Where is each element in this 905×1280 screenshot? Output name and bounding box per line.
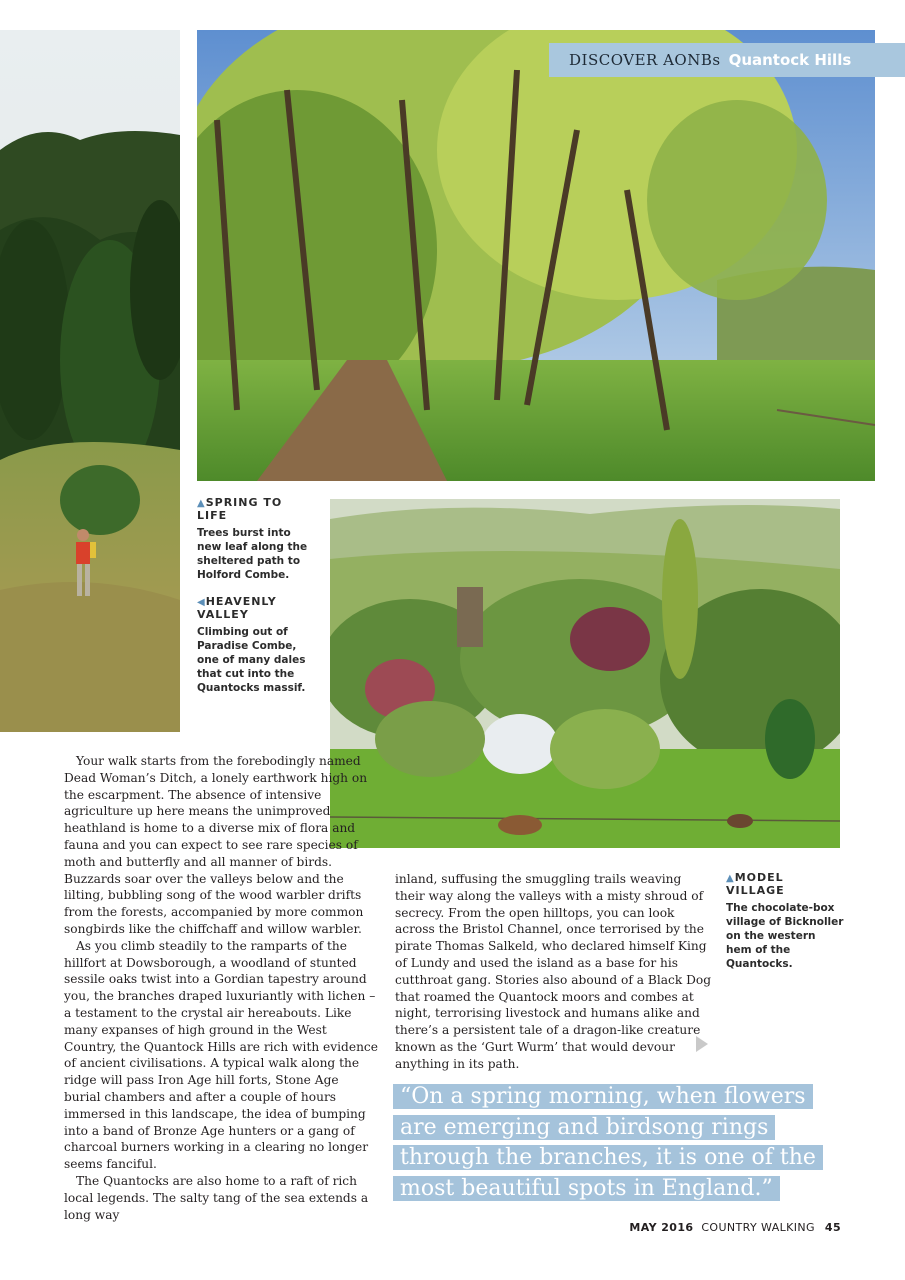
pull-quote-text: “On a spring morning, when flowers are emerging and birdsong rings through the branches, it is one of the most beautiful spots in England.”: [393, 1084, 823, 1201]
issue-date: MAY 2016: [629, 1221, 694, 1234]
photo-village-bicknoller: [330, 499, 840, 848]
caption-spring-to-life: [197, 497, 317, 582]
caption-title: MODEL VILLAGE: [726, 871, 785, 897]
caption-title: SPRING TO LIFE: [197, 496, 283, 522]
photo-woodland-path-holford-combe: [197, 30, 875, 481]
page-footer: [629, 1221, 841, 1234]
article-column-2: [395, 871, 713, 1073]
section-header-tab: [549, 43, 905, 77]
caption-text: Trees burst into new leaf along the sheltered path to Holford Combe.: [197, 527, 308, 581]
page-number: 45: [824, 1221, 841, 1234]
series-title: DISCOVER AONBs: [569, 51, 721, 69]
caption-text: Climbing out of Paradise Combe, one of many dales that cut into the Quantocks massif.: [197, 626, 306, 694]
paragraph: As you climb steadily to the ramparts of the hillfort at Dowsborough, a woodland of stunted sessile oaks twist into a Gordian tapestry around you, the branches draped luxuriantly with lichen – a testament to the crystal air hereabouts. Like many expanses of high ground in the West Country, the Quantock Hills are rich with evidence of ancient civilisations. A typical walk along the ridge will pass Iron Age hill forts, Stone Age burial chambers and after a couple of hours immersed in this landscape, the idea of bumping into a band of Bronze Age hunters or a gang of charcoal burners working in a clearing no longer seems fanciful.: [64, 938, 378, 1172]
caption-model-village: [726, 872, 844, 971]
caption-title: HEAVENLY VALLEY: [197, 595, 277, 621]
paragraph: inland, suffusing the smuggling trails weaving their way along the valleys with a misty shroud of secrecy. From the open hilltops, you can look across the Bristol Channel, once terrorised by the pirate Thomas Salkeld, who declared himself King of Lundy and used the island as a base for his cutthroat gang. Stories also abound of a Black Dog that roamed the Quantock moors and combes at night, terrorising livestock and humans alike and there’s a persistent tale of a dragon-like creature known as the ‘Gurt Wurm’ that would devour anything in its path.: [395, 872, 712, 1071]
paragraph: Your walk starts from the forebodingly named Dead Woman’s Ditch, a lonely earthwork high on the escarpment. The absence of intensive agriculture up here means the unimproved heathland is home to a diverse mix of flora and fauna and you can expect to see rare species of moth and butterfly and all manner of birds.: [64, 754, 368, 869]
pull-quote: [393, 1082, 843, 1204]
paragraph: Buzzards soar over the valleys below and the lilting, bubbling song of the wood warbler drifts from the forests, accompanied by more common songbirds like the chiffchaff and willow warbler.: [64, 871, 364, 936]
triangle-up-icon: ▲: [726, 873, 735, 884]
continue-arrow-icon: [696, 1036, 708, 1052]
article-column-1: [64, 753, 378, 1223]
magazine-name: COUNTRY WALKING: [701, 1221, 815, 1234]
triangle-up-icon: ▲: [197, 498, 206, 509]
paragraph: The Quantocks are also home to a raft of rich local legends. The salty tang of the sea extends a long way: [64, 1173, 369, 1222]
topic-title: Quantock Hills: [728, 51, 852, 69]
caption-heavenly-valley: [197, 596, 307, 695]
triangle-left-icon: ◀: [197, 597, 206, 608]
caption-text: The chocolate-box village of Bicknoller on the western hem of the Quantocks.: [726, 902, 844, 970]
photo-hiker-paradise-combe: [0, 30, 180, 732]
